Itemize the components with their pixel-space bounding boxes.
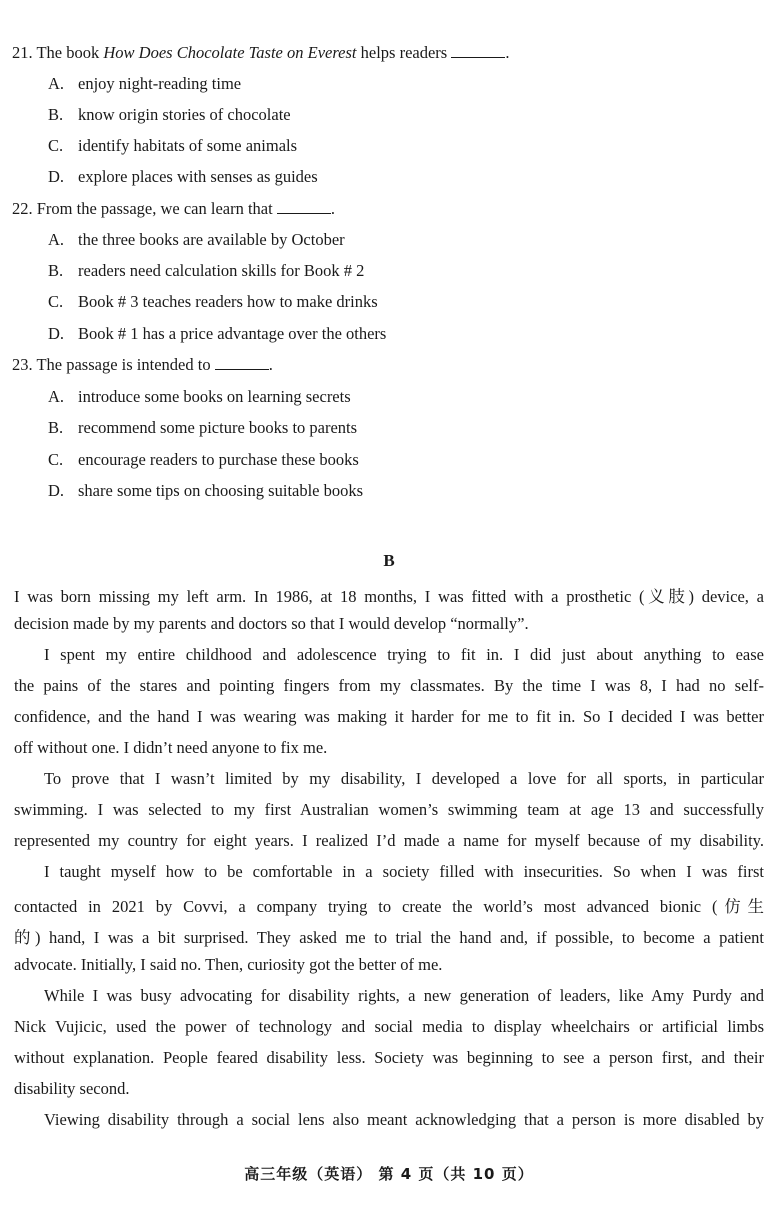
option-21b xyxy=(48,105,291,125)
passage-line: To prove that I wasn’t limited by my disability, I developed a love for all sports, in particular xyxy=(44,769,764,788)
passage-line: without explanation. People feared disability less. Society was beginning to see a person first, and their xyxy=(14,1048,764,1067)
passage-line: decision made by my parents and doctors so that I would develop “normally”. xyxy=(14,614,529,633)
option-text: readers need calculation skills for Book # 2 xyxy=(78,261,365,280)
option-label: B. xyxy=(48,261,64,280)
option-label: D. xyxy=(48,481,65,500)
option-21a xyxy=(48,74,241,94)
passage-line: swimming. I was selected to my first Australian women’s swimming team at age 13 and successfully xyxy=(14,800,764,819)
passage-line: Nick Vujicic, used the power of technology and social media to display wheelchairs or artificial limbs xyxy=(14,1017,764,1036)
option-text: share some tips on choosing suitable books xyxy=(78,481,364,500)
option-text: the three books are available by October xyxy=(78,230,345,249)
question-number: 21. xyxy=(12,43,33,62)
question-text: helps readers xyxy=(356,43,448,62)
passage-line: contacted in 2021 by Covvi, a company trying to create the world’s most advanced bionic (仿生 xyxy=(14,897,764,916)
answer-blank xyxy=(277,201,331,214)
option-label: A. xyxy=(48,387,65,406)
option-22a xyxy=(48,230,345,250)
section-title: B xyxy=(383,551,395,570)
option-label: B. xyxy=(48,105,64,124)
option-text: explore places with senses as guides xyxy=(78,167,318,186)
period: . xyxy=(268,355,273,374)
option-text: know origin stories of chocolate xyxy=(78,105,291,124)
passage-line: represented my country for eight years. I realized I’d made a name for myself because of my disability. xyxy=(14,831,764,850)
question-text: From the passage, we can learn that xyxy=(36,199,273,218)
passage-line: Viewing disability through a social lens also meant acknowledging that a person is more disabled by xyxy=(44,1110,764,1129)
option-label: B. xyxy=(48,418,64,437)
option-23a xyxy=(48,387,351,407)
option-label: D. xyxy=(48,324,65,343)
period: . xyxy=(505,43,510,62)
option-22c xyxy=(48,292,378,312)
passage-line: the pains of the stares and pointing fingers from my classmates. By the time I was 8, I had no self- xyxy=(14,676,764,695)
option-21d xyxy=(48,167,318,187)
option-label: A. xyxy=(48,230,65,249)
option-label: C. xyxy=(48,450,64,469)
option-23d xyxy=(48,481,363,501)
option-23b xyxy=(48,418,357,438)
answer-blank xyxy=(451,45,505,58)
passage-line: off without one. I didn’t need anyone to fix me. xyxy=(14,738,328,757)
option-text: Book # 1 has a price advantage over the others xyxy=(78,324,387,343)
passage-line: 的) hand, I was a bit surprised. They asked me to trial the hand and, if possible, to become a patient xyxy=(14,928,764,947)
question-23-stem xyxy=(12,355,273,375)
option-label: A. xyxy=(48,74,65,93)
question-text: The passage is intended to xyxy=(36,355,211,374)
period: . xyxy=(330,199,335,218)
option-text: recommend some picture books to parents xyxy=(78,418,358,437)
option-text: enjoy night-reading time xyxy=(78,74,242,93)
option-22b xyxy=(48,261,364,281)
passage-line: I spent my entire childhood and adolescence trying to fit in. I did just about anything to ease xyxy=(44,645,764,664)
book-title: How Does Chocolate Taste on Everest xyxy=(103,43,357,62)
option-label: C. xyxy=(48,136,64,155)
passage-line: confidence, and the hand I was wearing was making it harder for me to fit in. So I decided I was better xyxy=(14,707,764,726)
option-22d xyxy=(48,324,386,344)
question-number: 22. xyxy=(12,199,33,218)
question-text: The book xyxy=(36,43,104,62)
option-text: identify habitats of some animals xyxy=(78,136,298,155)
answer-blank xyxy=(215,357,269,370)
option-label: C. xyxy=(48,292,64,311)
question-21-stem xyxy=(12,43,509,63)
option-text: encourage readers to purchase these books xyxy=(78,450,359,469)
passage-line: I taught myself how to be comfortable in a society filled with insecurities. So when I was first xyxy=(44,862,764,881)
option-text: Book # 3 teaches readers how to make drinks xyxy=(78,292,378,311)
question-22-stem xyxy=(12,199,335,219)
passage-line: disability second. xyxy=(14,1079,130,1098)
page-footer: 高三年级（英语） 第 4 页（共 10 页） xyxy=(244,1165,534,1183)
option-text: introduce some books on learning secrets xyxy=(78,387,351,406)
passage-line: I was born missing my left arm. In 1986, at 18 months, I was fitted with a prosthetic (义肢) device, a xyxy=(14,587,764,606)
question-number: 23. xyxy=(12,355,33,374)
option-23c xyxy=(48,450,359,470)
option-21c xyxy=(48,136,297,156)
passage-line: While I was busy advocating for disability rights, a new generation of leaders, like Amy Purdy and xyxy=(44,986,764,1005)
passage-line: advocate. Initially, I said no. Then, curiosity got the better of me. xyxy=(14,955,443,974)
option-label: D. xyxy=(48,167,65,186)
